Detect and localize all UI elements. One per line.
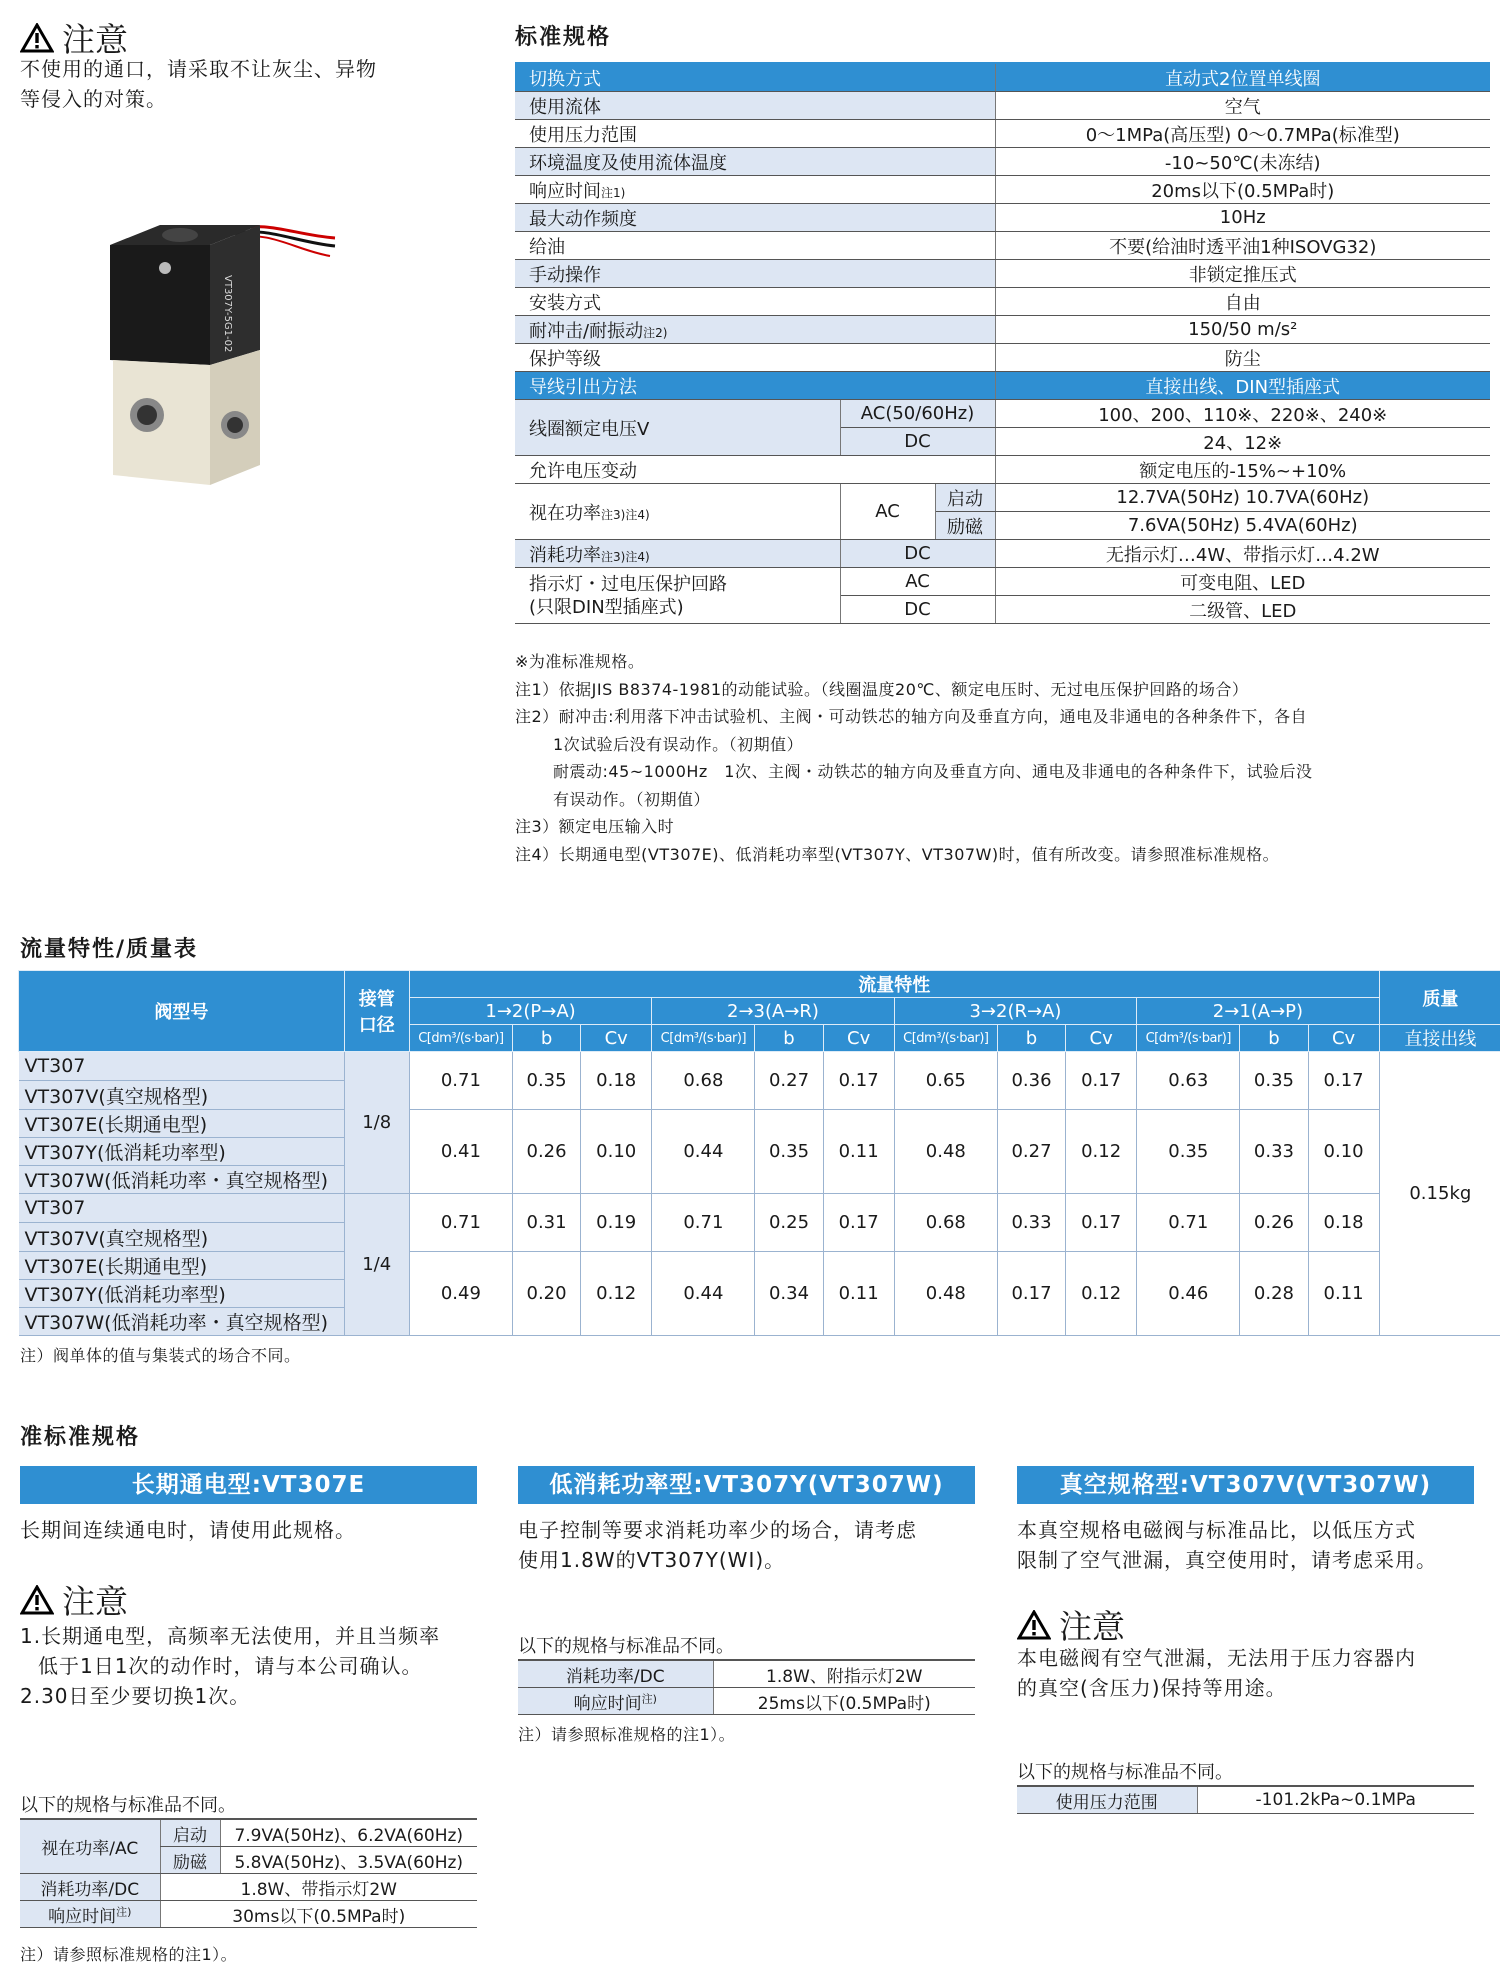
coil-dc-key: DC [840, 428, 995, 456]
flow-subheader: Cv [581, 1025, 652, 1052]
wire-label: 导线引出方法 [515, 372, 995, 400]
vt307e-caution-1a: 1.长期通电型，高频率无法使用，并且当频率 [20, 1624, 441, 1648]
flow-value: 0.65 [894, 1052, 997, 1110]
vt307e-table: 视在功率/AC 启动 7.9VA(50Hz)、6.2VA(60Hz) 励磁 5.8VA(50Hz)、3.5VA(60Hz) 消耗功率/DC 1.8W、带指示灯2W 响应时间$^{注)}$ 30ms以下(0.5MPa时) [20, 1818, 477, 1928]
valve-product-image [85, 200, 345, 520]
flow-subheader: b [997, 1025, 1065, 1052]
flow-value: 0.11 [823, 1252, 894, 1336]
spec-row-value: 20ms以下(0.5MPa时) [995, 176, 1490, 204]
vt307e-caution-2: 2.30日至少要切换1次。 [20, 1684, 251, 1708]
col-model: 阀型号 [19, 971, 345, 1052]
vt307e-bar: 长期通电型:VT307E [20, 1466, 477, 1504]
vt307e-note: 注）请参照标准规格的注1）。 [20, 1945, 238, 1964]
allow-value: 额定电压的-15%~+10% [995, 456, 1490, 484]
spec-row-label: 给油 [515, 232, 995, 260]
vt307v-caution1: 本电磁阀有空气泄漏，无法用于压力容器内 [1017, 1646, 1416, 1670]
model-name: VT307 [19, 1194, 345, 1223]
model-name: VT307W(低消耗功率・真空规格型) [19, 1166, 345, 1194]
warning-icon [1017, 1610, 1051, 1640]
flow-value: 0.63 [1137, 1052, 1240, 1110]
indicator-dc: DC [840, 596, 995, 624]
flow-value: 0.17 [997, 1252, 1065, 1336]
vt307y-table: 消耗功率/DC 1.8W、附指示灯2W 响应时间$^{注)}$ 25ms以下(0.5MPa时) [518, 1659, 975, 1715]
spec-note-line: 注1）依据JIS B8374-1981的动能试验。（线圈温度20℃、额定电压时、无过电压保护回路的场合） [515, 679, 1249, 699]
flow-value: 0.71 [652, 1194, 755, 1252]
col-mass: 质量 [1379, 971, 1500, 1025]
spec-row-value: 150/50 m/s² [995, 316, 1490, 344]
flow-value: 0.68 [652, 1052, 755, 1110]
spec-row-label: 切换方式 [515, 64, 995, 92]
excite-value: 7.6VA(50Hz) 5.4VA(60Hz) [995, 512, 1490, 540]
flow-direction-header: 1→2(P→A) [409, 998, 651, 1025]
port-size: 1/4 [344, 1194, 409, 1336]
flow-value: 0.19 [581, 1194, 652, 1252]
spec-row-label: 响应时间注1) [515, 176, 995, 204]
flow-value: 0.35 [1137, 1110, 1240, 1194]
spec-note-line: ※为准标准规格。 [515, 652, 645, 671]
spec-row-value: 10Hz [995, 204, 1490, 232]
flow-value: 0.17 [823, 1194, 894, 1252]
flow-value: 0.49 [409, 1252, 512, 1336]
spec-row-label: 使用流体 [515, 92, 995, 120]
flow-subheader: Cv [1066, 1025, 1137, 1052]
spec-row-label: 保护等级 [515, 344, 995, 372]
coil-label: 线圈额定电压V [515, 400, 840, 456]
flow-value: 0.27 [997, 1110, 1065, 1194]
spec-row-value: 0～1MPa(高压型) 0～0.7MPa(标准型) [995, 120, 1490, 148]
vt307e-text: 长期间连续通电时，请使用此规格。 [20, 1518, 356, 1542]
start-label: 启动 [935, 484, 995, 512]
spec-note-line: 注2）耐冲击:利用落下冲击试验机、主阀・可动铁芯的轴方向及垂直方向，通电及非通电的各种条件下，各自 [515, 707, 1308, 726]
spec-row [515, 260, 1490, 288]
spec-row [515, 176, 1490, 204]
spec-table [515, 62, 1490, 624]
warning-icon [20, 1585, 54, 1615]
flow-value: 0.71 [409, 1194, 512, 1252]
flow-value: 0.27 [755, 1052, 823, 1110]
vt307e-caution-1b: 低于1日1次的动作时，请与本公司确认。 [38, 1654, 423, 1678]
flow-value: 0.33 [997, 1194, 1065, 1252]
flow-value: 0.11 [823, 1110, 894, 1194]
spec-note-line: 有误动作。（初期值） [553, 789, 711, 809]
spec-row-value: 自由 [995, 288, 1490, 316]
flow-value: 0.25 [755, 1194, 823, 1252]
vt307v-caution2: 的真空(含压力)保持等用途。 [1017, 1676, 1287, 1700]
vt307v-bar: 真空规格型:VT307V(VT307W) [1017, 1466, 1474, 1504]
spec-row-value: 空气 [995, 92, 1490, 120]
flow-value: 0.18 [581, 1052, 652, 1110]
model-name: VT307V(真空规格型) [19, 1223, 345, 1252]
spec-row-label: 最大动作频度 [515, 204, 995, 232]
model-name: VT307V(真空规格型) [19, 1081, 345, 1110]
quasi-title: 准标准规格 [20, 1425, 141, 1450]
vt307v-text1: 本真空规格电磁阀与标准品比，以低压方式 [1017, 1518, 1416, 1542]
vt307e-diff: 以下的规格与标准品不同。 [20, 1795, 236, 1816]
flow-value: 0.26 [512, 1110, 580, 1194]
flow-value: 0.36 [997, 1052, 1065, 1110]
flow-subheader: b [512, 1025, 580, 1052]
spec-row-label: 环境温度及使用流体温度 [515, 148, 995, 176]
spec-row-label: 使用压力范围 [515, 120, 995, 148]
model-name: VT307Y(低消耗功率型) [19, 1280, 345, 1308]
col-flow: 流量特性 [409, 971, 1379, 998]
flow-subheader: C[dm³/(s·bar)] [1137, 1025, 1240, 1052]
spec-note-line: 耐震动:45~1000Hz 1次、主阀・动铁芯的轴方向及垂直方向、通电及非通电的各种条件下，试验后没 [553, 762, 1313, 781]
flow-row [19, 1194, 1500, 1223]
spec-row [515, 316, 1490, 344]
spec-row [515, 120, 1490, 148]
allow-label: 允许电压变动 [515, 456, 995, 484]
flow-note: 注）阀单体的值与集装式的场合不同。 [20, 1346, 301, 1365]
coil-ac-value: 100、200、110※、220※、240※ [995, 400, 1490, 428]
flow-value: 0.31 [512, 1194, 580, 1252]
caution-title: 注意 [62, 20, 128, 59]
model-name: VT307 [19, 1052, 345, 1081]
flow-value: 0.12 [1066, 1252, 1137, 1336]
spec-row-label: 耐冲击/耐振动注2) [515, 316, 995, 344]
apparent-label: 视在功率注3)注4) [515, 484, 840, 540]
flow-direction-header: 3→2(R→A) [894, 998, 1136, 1025]
spec-title: 标准规格 [515, 25, 612, 50]
indicator-dc-value: 二级管、LED [995, 596, 1490, 624]
spec-row [515, 92, 1490, 120]
flow-subheader: Cv [1308, 1025, 1379, 1052]
model-name: VT307E(长期通电型) [19, 1110, 345, 1138]
flow-table [18, 970, 1500, 1336]
spec-row [515, 288, 1490, 316]
indicator-ac: AC [840, 568, 995, 596]
spec-note-line: 1次试验后没有误动作。（初期值） [553, 734, 804, 754]
flow-value: 0.46 [1137, 1252, 1240, 1336]
vt307y-text1: 电子控制等要求消耗功率少的场合，请考虑 [518, 1518, 917, 1542]
vt307v-table: 使用压力范围 -101.2kPa~0.1MPa [1017, 1785, 1474, 1814]
consume-dc: DC [840, 540, 995, 568]
consume-label: 消耗功率注3)注4) [515, 540, 840, 568]
flow-direction-header: 2→1(A→P) [1137, 998, 1379, 1025]
flow-value: 0.26 [1240, 1194, 1308, 1252]
spec-note-line: 注3）额定电压输入时 [515, 817, 675, 836]
flow-value: 0.35 [755, 1110, 823, 1194]
flow-value: 0.33 [1240, 1110, 1308, 1194]
spec-row [515, 344, 1490, 372]
wire-value: 直接出线、DIN型插座式 [995, 372, 1490, 400]
flow-value: 0.68 [894, 1194, 997, 1252]
mass-value: 0.15kg [1379, 1052, 1500, 1336]
flow-subheader: Cv [823, 1025, 894, 1052]
caution-text: 不使用的通口，请采取不让灰尘、异物等侵入的对策。 [20, 57, 377, 111]
model-name: VT307E(长期通电型) [19, 1252, 345, 1280]
flow-value: 0.10 [1308, 1110, 1379, 1194]
vt307y-diff: 以下的规格与标准品不同。 [518, 1636, 734, 1657]
flow-value: 0.44 [652, 1110, 755, 1194]
coil-dc-value: 24、12※ [995, 428, 1490, 456]
spec-row-label: 安装方式 [515, 288, 995, 316]
flow-value: 0.18 [1308, 1194, 1379, 1252]
flow-value: 0.35 [512, 1052, 580, 1110]
flow-value: 0.48 [894, 1252, 997, 1336]
start-value: 12.7VA(50Hz) 10.7VA(60Hz) [995, 484, 1490, 512]
spec-row-value: 直动式2位置单线圈 [995, 64, 1490, 92]
col-port: 接管口径 [344, 971, 409, 1052]
flow-value: 0.12 [1066, 1110, 1137, 1194]
flow-subheader: b [1240, 1025, 1308, 1052]
flow-subheader: C[dm³/(s·bar)] [894, 1025, 997, 1052]
vt307y-text2: 使用1.8W的VT307Y(WI)。 [518, 1548, 786, 1572]
flow-row [19, 1252, 1500, 1280]
vt307v-text2: 限制了空气泄漏，真空使用时，请考虑采用。 [1017, 1548, 1437, 1572]
vt307e-caution-heading: 注意 [20, 1576, 128, 1623]
flow-row [19, 1110, 1500, 1138]
flow-direction-header: 2→3(A→R) [652, 998, 894, 1025]
flow-value: 0.28 [1240, 1252, 1308, 1336]
vt307y-bar: 低消耗功率型:VT307Y(VT307W) [518, 1466, 975, 1504]
flow-value: 0.17 [1308, 1052, 1379, 1110]
flow-subheader: C[dm³/(s·bar)] [652, 1025, 755, 1052]
port-size: 1/8 [344, 1052, 409, 1194]
vt307y-note: 注）请参照标准规格的注1）。 [518, 1725, 736, 1744]
flow-value: 0.11 [1308, 1252, 1379, 1336]
product-label-text: VT307Y-5G1-02 [222, 275, 233, 353]
spec-row-label: 手动操作 [515, 260, 995, 288]
flow-value: 0.71 [409, 1052, 512, 1110]
spec-row-value: 非锁定推压式 [995, 260, 1490, 288]
spec-row [515, 148, 1490, 176]
warning-icon [20, 23, 54, 53]
flow-value: 0.41 [409, 1110, 512, 1194]
spec-row [515, 64, 1490, 92]
flow-subheader: C[dm³/(s·bar)] [409, 1025, 512, 1052]
flow-value: 0.34 [755, 1252, 823, 1336]
spec-row [515, 204, 1490, 232]
spec-note-line: 注4）长期通电型(VT307E)、低消耗功率型(VT307Y、VT307W)时，值有所改变。请参照准标准规格。 [515, 844, 1280, 864]
spec-row-value: 不要(给油时透平油1种ISOVG32) [995, 232, 1490, 260]
flow-title: 流量特性/质量表 [20, 937, 199, 962]
flow-value: 0.17 [823, 1052, 894, 1110]
flow-value: 0.35 [1240, 1052, 1308, 1110]
spec-row [515, 232, 1490, 260]
flow-row [19, 1052, 1500, 1081]
flow-value: 0.17 [1066, 1194, 1137, 1252]
flow-subheader: b [755, 1025, 823, 1052]
spec-notes [515, 648, 1490, 868]
vt307v-diff: 以下的规格与标准品不同。 [1017, 1762, 1233, 1783]
indicator-ac-value: 可变电阻、LED [995, 568, 1490, 596]
coil-ac-key: AC(50/60Hz) [840, 400, 995, 428]
model-name: VT307W(低消耗功率・真空规格型) [19, 1308, 345, 1336]
spec-row-value: 防尘 [995, 344, 1490, 372]
apparent-ac: AC [840, 484, 935, 540]
flow-value: 0.20 [512, 1252, 580, 1336]
indicator-label: 指示灯・过电压保护回路 (只限DIN型插座式) [515, 568, 840, 624]
consume-value: 无指示灯…4W、带指示灯…4.2W [995, 540, 1490, 568]
flow-value: 0.44 [652, 1252, 755, 1336]
model-name: VT307Y(低消耗功率型) [19, 1138, 345, 1166]
vt307v-caution-heading: 注意 [1017, 1601, 1125, 1648]
col-direct: 直接出线 [1379, 1025, 1500, 1052]
flow-value: 0.12 [581, 1252, 652, 1336]
flow-value: 0.48 [894, 1110, 997, 1194]
spec-row-value: -10~50℃(未冻结) [995, 148, 1490, 176]
flow-value: 0.71 [1137, 1194, 1240, 1252]
excite-label: 励磁 [935, 512, 995, 540]
flow-value: 0.10 [581, 1110, 652, 1194]
flow-value: 0.17 [1066, 1052, 1137, 1110]
